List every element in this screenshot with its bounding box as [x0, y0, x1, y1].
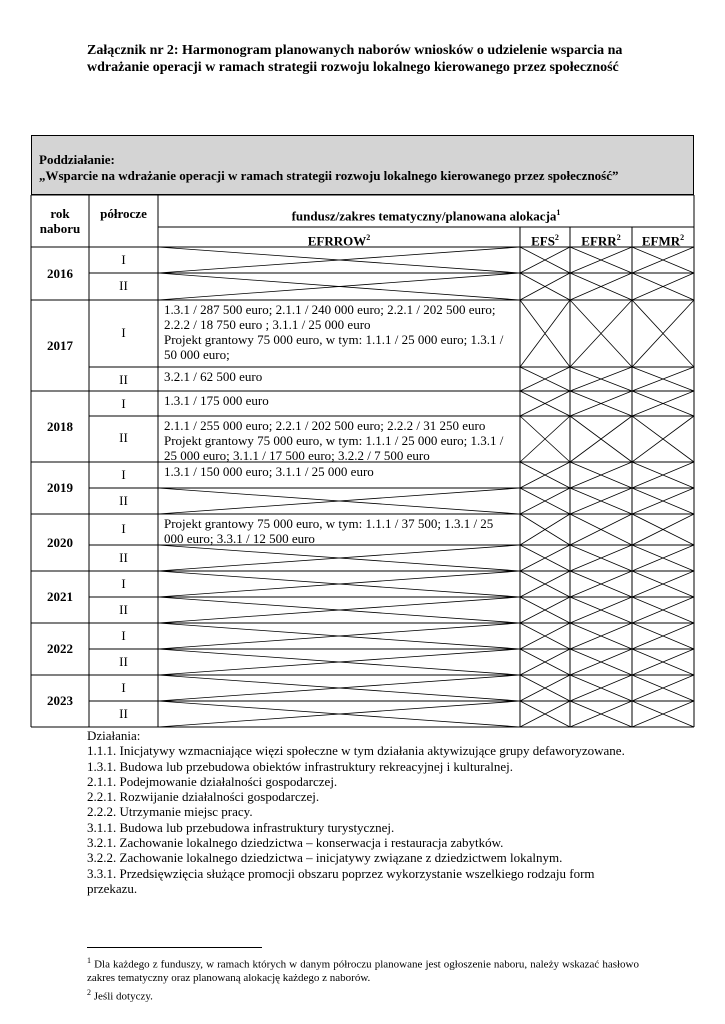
half-cell: II	[119, 550, 128, 565]
allocation-text: 2.1.1 / 255 000 euro; 2.2.1 / 202 500 euro; 2.2.2 / 31 250 euro Projekt grantowy 75 000 euro, w tym: 1.1.1 / 25 000 euro; 1.3.1 / 25 000 euro; 3.1.1 / 17 500 euro; 3.2.2 / 7 500 euro	[164, 418, 504, 463]
action-item: 2.2.1. Rozwijanie działalności gospodarczej.	[87, 789, 320, 805]
allocation-text: 3.2.1 / 62 500 euro	[164, 369, 263, 384]
footnote-text: Dla każdego z funduszy, w ramach których w danym półroczu planowane jest ogłoszenie naboru, należy wskazać hasłowo zakres tematyczny oraz planowaną alokację każdego z naborów.	[87, 958, 639, 985]
half-cell: I	[121, 628, 126, 643]
year-cell: 2021	[47, 589, 73, 604]
year-cell: 2016	[47, 265, 73, 281]
footnote-number: 2	[87, 987, 91, 997]
half-cell: II	[119, 654, 128, 669]
year-cell: 2023	[47, 693, 73, 708]
footnote-number: 1	[87, 956, 91, 965]
half-cell: I	[121, 680, 126, 695]
fund-header-efrr: EFRR$^2$	[581, 233, 621, 249]
half-cell: I	[121, 520, 126, 536]
half-cell: I	[121, 576, 126, 591]
actions-label: Działania:	[87, 728, 141, 743]
footnote-ref: 2	[680, 233, 685, 242]
half-cell: I	[121, 396, 126, 411]
half-cell: I	[121, 324, 126, 340]
action-item: 1.3.1. Budowa lub przebudowa obiektów infrastruktury rekreacyjnej i kulturalnej.	[87, 758, 513, 774]
document-title: Załącznik nr 2: Harmonogram planowanych naborów wniosków o udzielenie wsparcia na wdrażanie operacji w ramach strategii rozwoju lokalnego kierowanego przez społeczność	[87, 43, 623, 75]
column-header-year: rok naboru	[39, 206, 81, 236]
allocation-text: 1.3.1 / 287 500 euro; 2.1.1 / 240 000 euro; 2.2.1 / 202 500 euro; 2.2.2 / 18 750 euro ; 3.1.1 / 25 000 euro Projekt grantowy 75 000 euro, w tym: 1.1.1 / 25 000 euro; 1.3.1 / 50 000 euro;	[164, 302, 504, 362]
action-item: 3.2.2. Zachowanie lokalnego dziedzictwa – inicjatywy związane z dziedzictwem lokalnym.	[87, 850, 563, 866]
year-cell: 2022	[47, 641, 73, 656]
allocation-text: 1.3.1 / 175 000 euro	[164, 393, 269, 408]
action-item: 3.1.1. Budowa lub przebudowa infrastruktury turystycznej.	[87, 819, 395, 835]
footnote-ref: 2	[616, 233, 621, 242]
footnote-ref: 1	[556, 208, 561, 217]
column-header-half: półrocze	[100, 206, 147, 221]
subaction-name: „Wsparcie na wdrażanie operacji w ramach strategii rozwoju lokalnego kierowanego przez społeczność”	[39, 168, 619, 183]
subaction-label: Poddziałanie:	[39, 152, 115, 167]
action-item: 2.2.2. Utrzymanie miejsc pracy.	[87, 804, 253, 820]
allocation-text: 1.3.1 / 150 000 euro; 3.1.1 / 25 000 euro	[164, 464, 374, 479]
year-cell: 2017	[47, 337, 73, 353]
year-cell: 2020	[47, 534, 73, 550]
action-item: 3.2.1. Zachowanie lokalnego dziedzictwa – konserwacja i restauracja zabytków.	[87, 835, 504, 851]
allocation-text: Projekt grantowy 75 000 euro, w tym: 1.1.1 / 37 500; 1.3.1 / 25 000 euro; 3.3.1 / 12 500 euro	[164, 516, 494, 546]
column-header-fund: fundusz/zakres tematyczny/planowana alokacja$^1$	[291, 208, 561, 224]
half-cell: II	[119, 372, 128, 387]
half-cell: II	[119, 602, 128, 617]
fund-header-efrrow: EFRROW$^2$	[307, 233, 371, 249]
fund-header-efmr: EFMR$^2$	[641, 233, 685, 249]
footnote-ref: 2	[554, 233, 559, 242]
half-cell: II	[119, 706, 128, 721]
action-item: 3.3.1. Przedsięwzięcia służące promocji obszaru poprzez wykorzystanie wszelkiego rodzaju form przekazu.	[87, 865, 595, 896]
fund-header-efs: EFS$^2$	[531, 233, 559, 249]
half-cell: I	[121, 252, 126, 267]
year-cell: 2019	[47, 480, 73, 495]
footnote-ref: 2	[366, 233, 371, 242]
year-cell: 2018	[47, 418, 73, 434]
half-cell: II	[119, 430, 128, 445]
half-cell: II	[119, 493, 128, 508]
footnote-text: Jeśli dotyczy.	[91, 990, 153, 1003]
half-cell: I	[121, 467, 126, 482]
action-item: 2.1.1. Podejmowanie działalności gospodarczej.	[87, 773, 338, 789]
action-item: 1.1.1. Inicjatywy wzmacniające więzi społeczne w tym działania aktywizujące grupy defaworyzowane.	[87, 743, 625, 759]
half-cell: II	[119, 278, 128, 293]
